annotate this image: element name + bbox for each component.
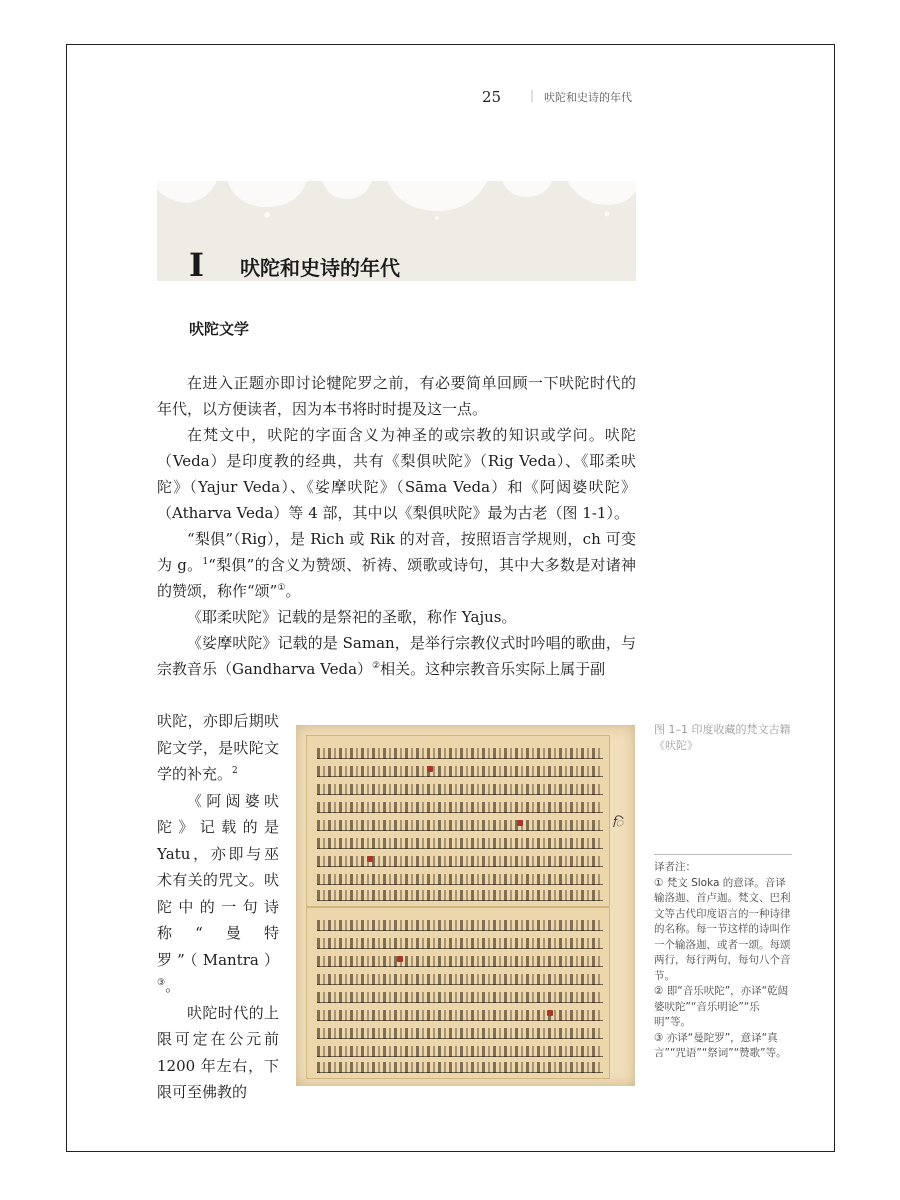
script-line [317, 820, 603, 831]
manuscript-image [296, 725, 635, 1086]
red-mark [547, 1010, 553, 1016]
paragraph-text: 。 [165, 977, 181, 995]
note-item: ③ 亦译“曼陀罗”，意译“真言”“咒语”“祭词”“赞歌”等。 [654, 1031, 787, 1059]
chapter-number: I [189, 246, 204, 284]
paragraph: 《耶柔吠陀》记载的是祭祀的圣歌，称作 Yajus。 [187, 608, 517, 626]
script-line [317, 920, 603, 931]
red-mark [517, 820, 523, 826]
note-item: ② 即“音乐吠陀”，亦译“乾闼婆吠陀”“音乐明论”“乐明”等。 [654, 985, 789, 1028]
script-line [317, 784, 603, 795]
paragraph [157, 630, 636, 682]
notes-label: 译者注： [654, 861, 696, 873]
script-line [317, 802, 603, 813]
footnote-ref: 2 [232, 766, 238, 776]
script-line [317, 1010, 603, 1021]
footnote-ref: 1 [202, 557, 209, 567]
paragraph [157, 526, 636, 604]
script-line [317, 956, 603, 967]
running-title: 吠陀和史诗的年代 [544, 91, 632, 104]
running-head [470, 88, 670, 108]
ornament-pattern [157, 181, 636, 221]
paragraph-text: “梨俱”的含义为赞颂、祈祷、颂歌或诗句，其中大多数是对诸神的赞颂，称作“颂” [157, 556, 637, 600]
margin-annotation: ि [612, 816, 624, 831]
paragraph: 在进入正题亦即讨论犍陀罗之前，有必要简单回顾一下吠陀时代的年代，以方便读者，因为本书将时时提及这一点。 [157, 374, 636, 418]
note-ref: ① [277, 583, 286, 593]
paragraph-text: 《娑摩吠陀》记载的是 Saman，是举行宗教仪式时吟唱的歌曲，与宗教音乐（Gandharva Veda） [157, 634, 636, 678]
notes-divider [654, 854, 792, 855]
paragraph [157, 788, 279, 1000]
red-mark [397, 956, 403, 962]
script-line [317, 992, 603, 1003]
script-line [317, 856, 603, 867]
note-item: ① 梵文 Sloka 的意译。音译输洛迦、首卢迦。梵文、巴利文等古代印度语言的一种诗律的名称。每一节这样的诗叫作一个输洛迦，或者一颂。每颂两行，每行两句，每句八个音节。 [654, 876, 791, 982]
script-line [317, 974, 603, 985]
section-heading: 吠陀文学 [189, 320, 250, 338]
script-line [317, 1062, 603, 1073]
paragraph-text: 相关。这种宗教音乐实际上属于副 [380, 660, 606, 678]
paragraph [157, 708, 279, 788]
red-mark [367, 856, 373, 862]
manuscript-leaf [306, 907, 610, 1079]
paragraph: 吠陀时代的上限可定在公元前 1200 年左右，下限可至佛教的 [157, 1003, 279, 1101]
script-line [317, 766, 603, 777]
script-line [317, 938, 603, 949]
paragraph-text: 吠陀，亦即后期吠陀文学，是吠陀文学的补充。 [157, 712, 279, 783]
note-ref: ③ [157, 978, 166, 988]
script-line [317, 1028, 603, 1039]
script-line [317, 1046, 603, 1057]
figure-caption: 图 1–1 印度收藏的梵文古籍《吠陀》 [654, 723, 791, 752]
body-text [157, 370, 636, 682]
paragraph-text: 《阿闼婆吠陀》记载的是 Yatu，亦即与巫术有关的咒文。吠陀中的一句诗称“曼特罗”（Mantra） [157, 791, 279, 969]
red-mark [427, 766, 433, 772]
paragraph-text: “梨俱”（Rig），是 Rich 或 Rik 的对音，按照语言学规则，ch 可变为 g。 [157, 530, 636, 574]
chapter-title: 吠陀和史诗的年代 [240, 256, 400, 280]
note-ref: ② [372, 661, 381, 671]
translator-notes [654, 860, 794, 1062]
script-line [317, 874, 603, 885]
page-number: 25 [482, 88, 502, 106]
paragraph: 在梵文中，吠陀的字面含义为神圣的或宗教的知识或学问。吠陀（Veda）是印度教的经典，共有《梨俱吠陀》（Rig Veda）、《耶柔吠陀》（Yajur Veda）、《娑摩吠陀》（Sāma Veda）和《阿闼婆吠陀》（Atharva Veda）等 4 部，其中以《梨俱吠陀》最为古老（图 1-1）。 [157, 426, 636, 522]
script-line [317, 838, 603, 849]
header-separator: | [530, 88, 535, 102]
narrow-column-text [157, 708, 279, 1106]
paragraph-text: 。 [285, 582, 301, 600]
script-line [317, 748, 603, 759]
manuscript-leaf [306, 735, 610, 907]
script-line [317, 890, 603, 901]
